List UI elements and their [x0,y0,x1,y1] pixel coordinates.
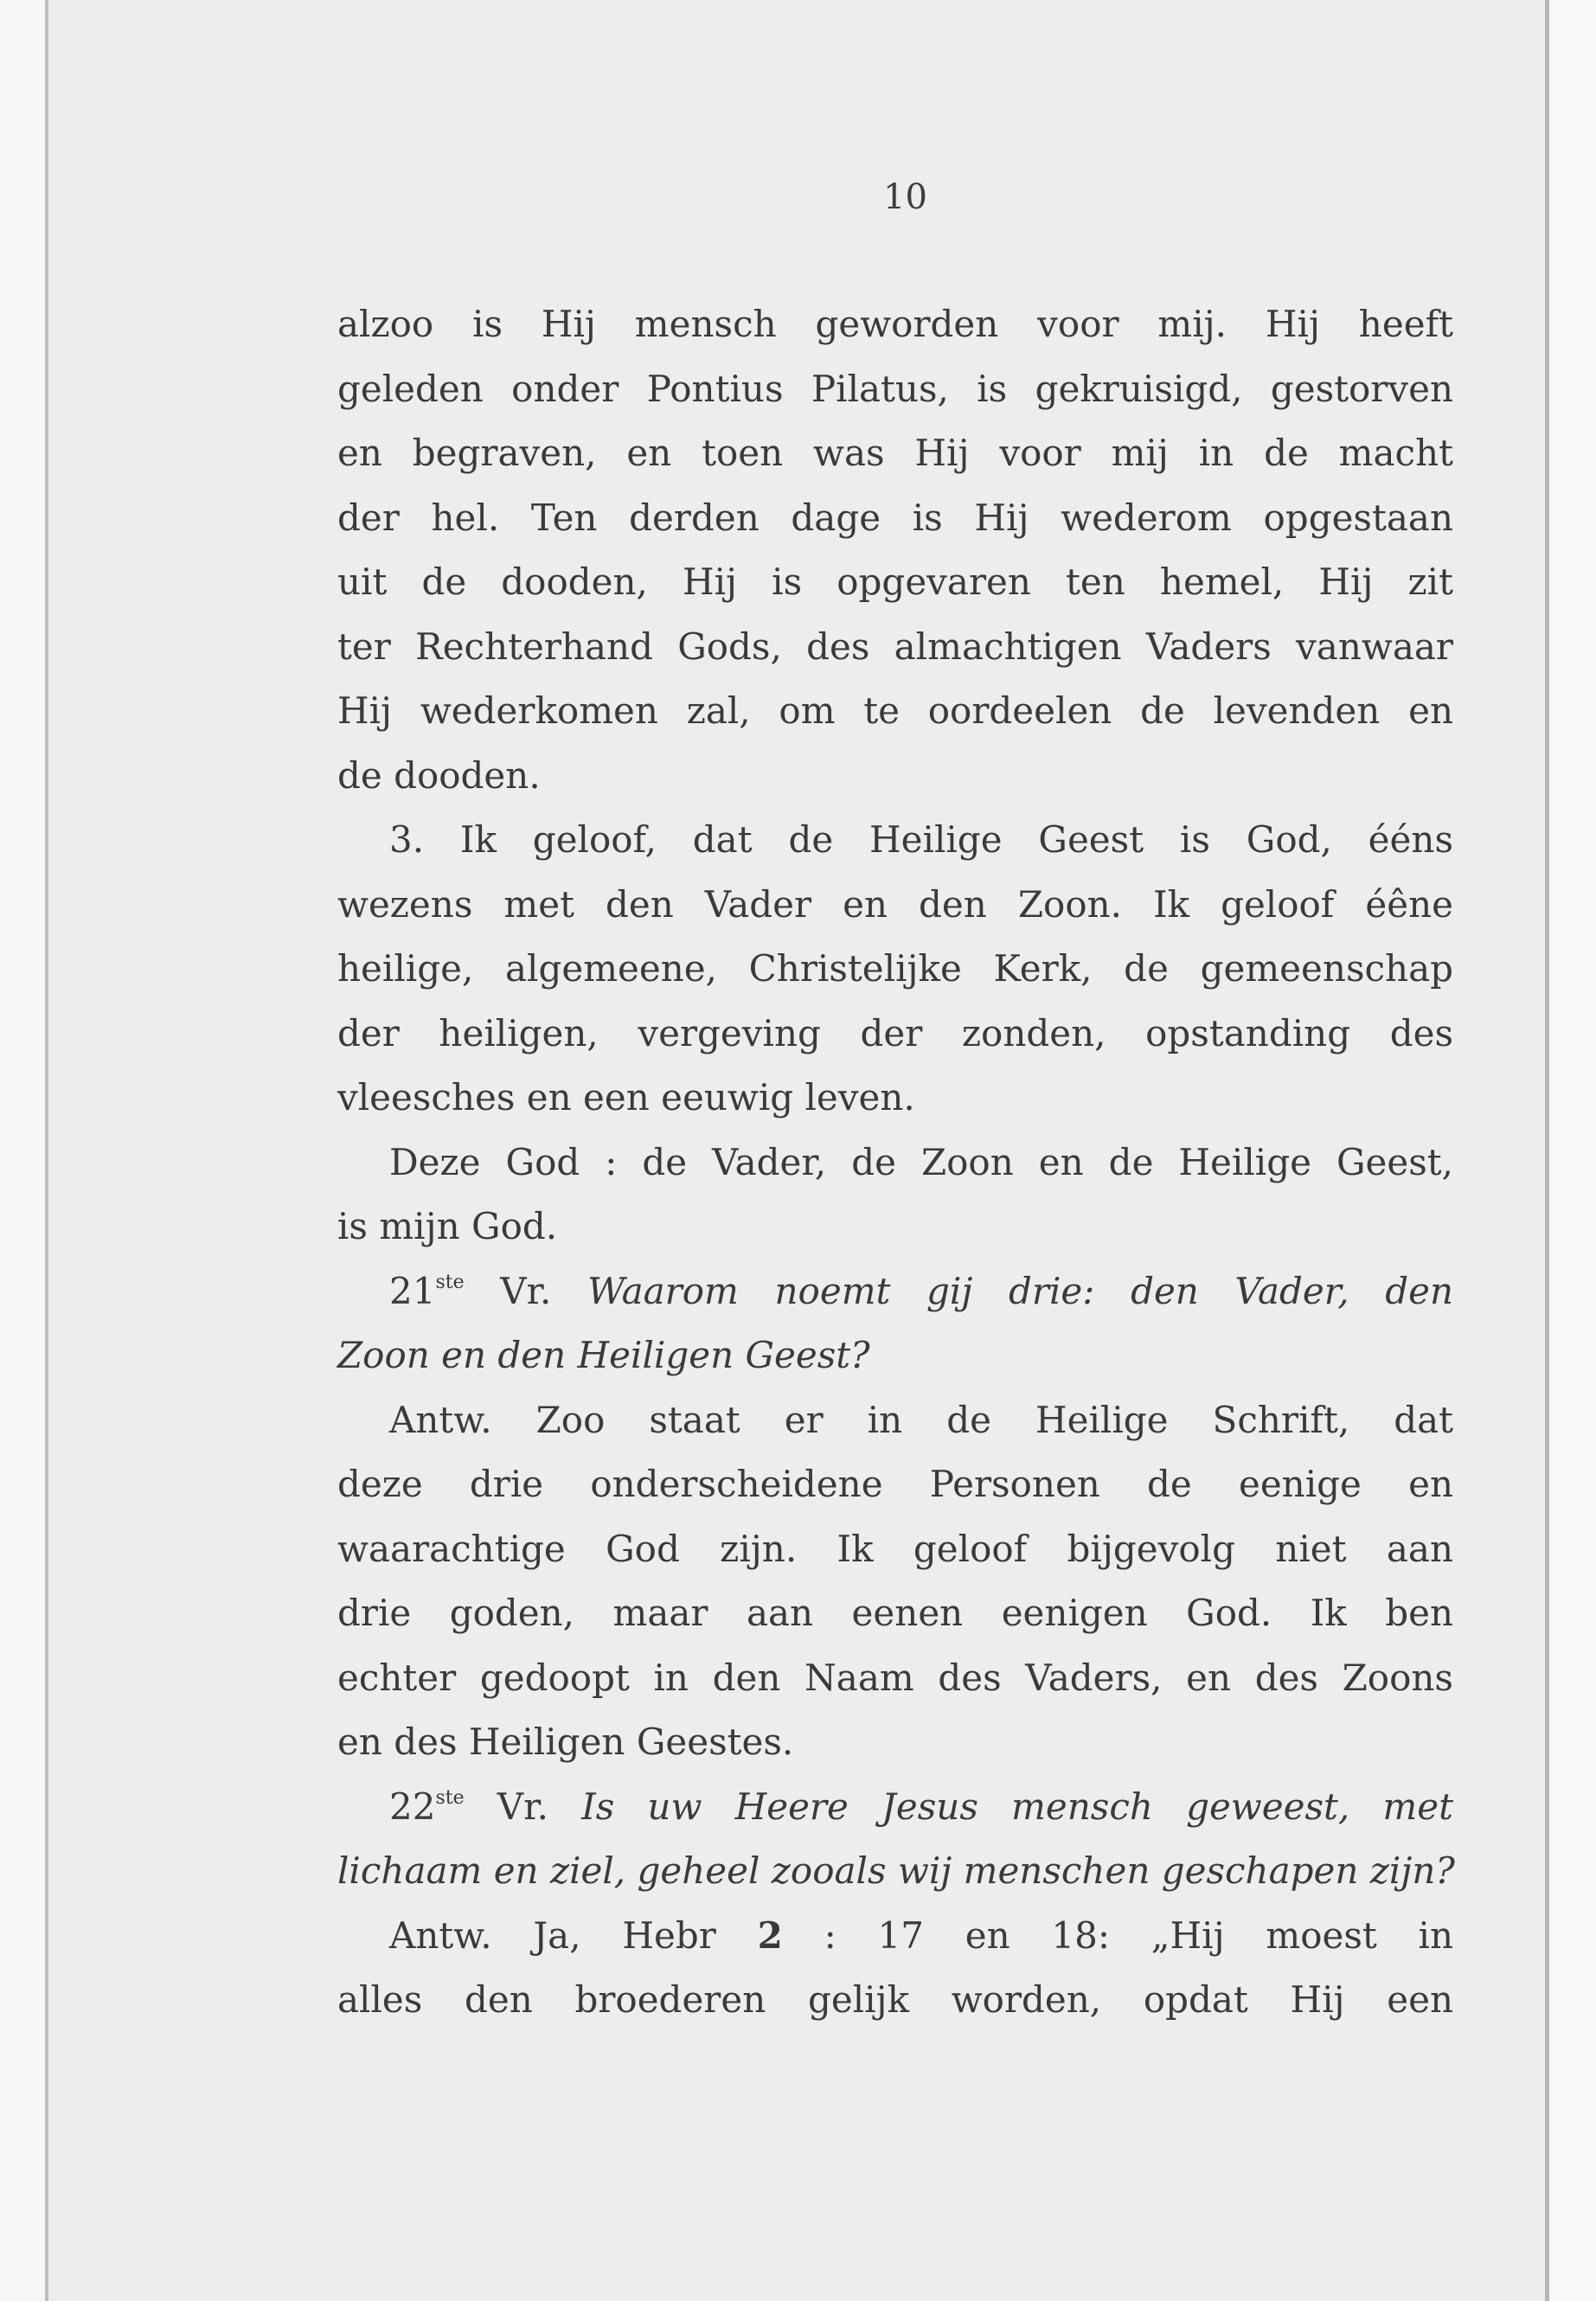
text-line: drie goden, maar aan eenen eenigen God. Ik ben [337,1592,1453,1634]
text-line: uit de dooden, Hij is opgevaren ten hemel, Hij zit [337,561,1453,603]
text-line: 3. Ik geloof, dat de Heilige Geest is God, ééns [389,818,1453,861]
question-text: Is uw Heere Jesus mensch geweest, met [581,1785,1453,1828]
text-line: is mijn God. [337,1205,558,1247]
scripture-reference: 2 [757,1913,783,1957]
question-text: Waarom noemt gij drie: den Vader, den [587,1269,1454,1312]
body-text [337,292,1453,2033]
right-margin [1549,0,1596,2301]
text-line: der hel. Ten derden dage is Hij wederom opgestaan [337,496,1453,539]
ordinal-suffix: ste [435,1271,465,1293]
text-line: alles den broederen gelijk worden, opdat Hij een [337,1978,1453,2021]
left-margin [0,0,45,2301]
text-line: en begraven, en toen was Hij voor mij in de macht [337,432,1453,474]
text-line: deze drie onderscheidene Personen de eenige en [337,1463,1453,1505]
answer-22-line [337,1904,1453,1969]
page-number: 10 [883,177,927,217]
text-line: geleden onder Pontius Pilatus, is gekruisigd, gestorven [337,367,1453,410]
question-text: Zoon en den Heiligen Geest? [337,1334,870,1376]
text-line: wezens met den Vader en den Zoon. Ik geloof éêne [337,882,1453,926]
text-line: heilige, algemeene, Christelijke Kerk, de gemeenschap [337,947,1453,990]
ordinal-suffix: ste [435,1786,465,1809]
question-label: Vr. [497,1785,548,1828]
text-line: Hij wederkomen zal, om te oordeelen de levenden en [337,689,1453,732]
question-21-line [337,1259,1453,1324]
page-left-edge [45,0,48,2301]
text-line: echter gedoopt in den Naam des Vaders, en des Zoons [337,1656,1453,1699]
question-label: Vr. [500,1269,552,1312]
answer-start: Antw. Ja, Hebr [389,1913,716,1957]
text-line: Deze God : de Vader, de Zoon en de Heilige Geest, [389,1140,1453,1183]
text-line: vleesches en een eeuwig leven. [337,1076,915,1118]
question-number: 21 [389,1269,436,1312]
text-line: waarachtige God zijn. Ik geloof bijgevolg niet aan [337,1527,1453,1570]
text-line: Antw. Zoo staat er in de Heilige Schrift, dat [389,1398,1453,1441]
question-22-line [337,1775,1453,1840]
text-line: alzoo is Hij mensch geworden voor mij. Hij heeft [337,303,1453,345]
question-number: 22 [389,1785,436,1828]
text-line: ter Rechterhand Gods, des almachtigen Vaders vanwaar [337,625,1453,668]
text-line: en des Heiligen Geestes. [337,1721,794,1763]
question-text: lichaam en ziel, geheel zooals wij menschen geschapen zijn? [337,1849,1455,1892]
answer-continued: : 17 en 18: „Hij moest in [824,1913,1454,1957]
text-line: der heiligen, vergeving der zonden, opstanding des [337,1011,1453,1054]
text-line: de dooden. [337,753,541,797]
